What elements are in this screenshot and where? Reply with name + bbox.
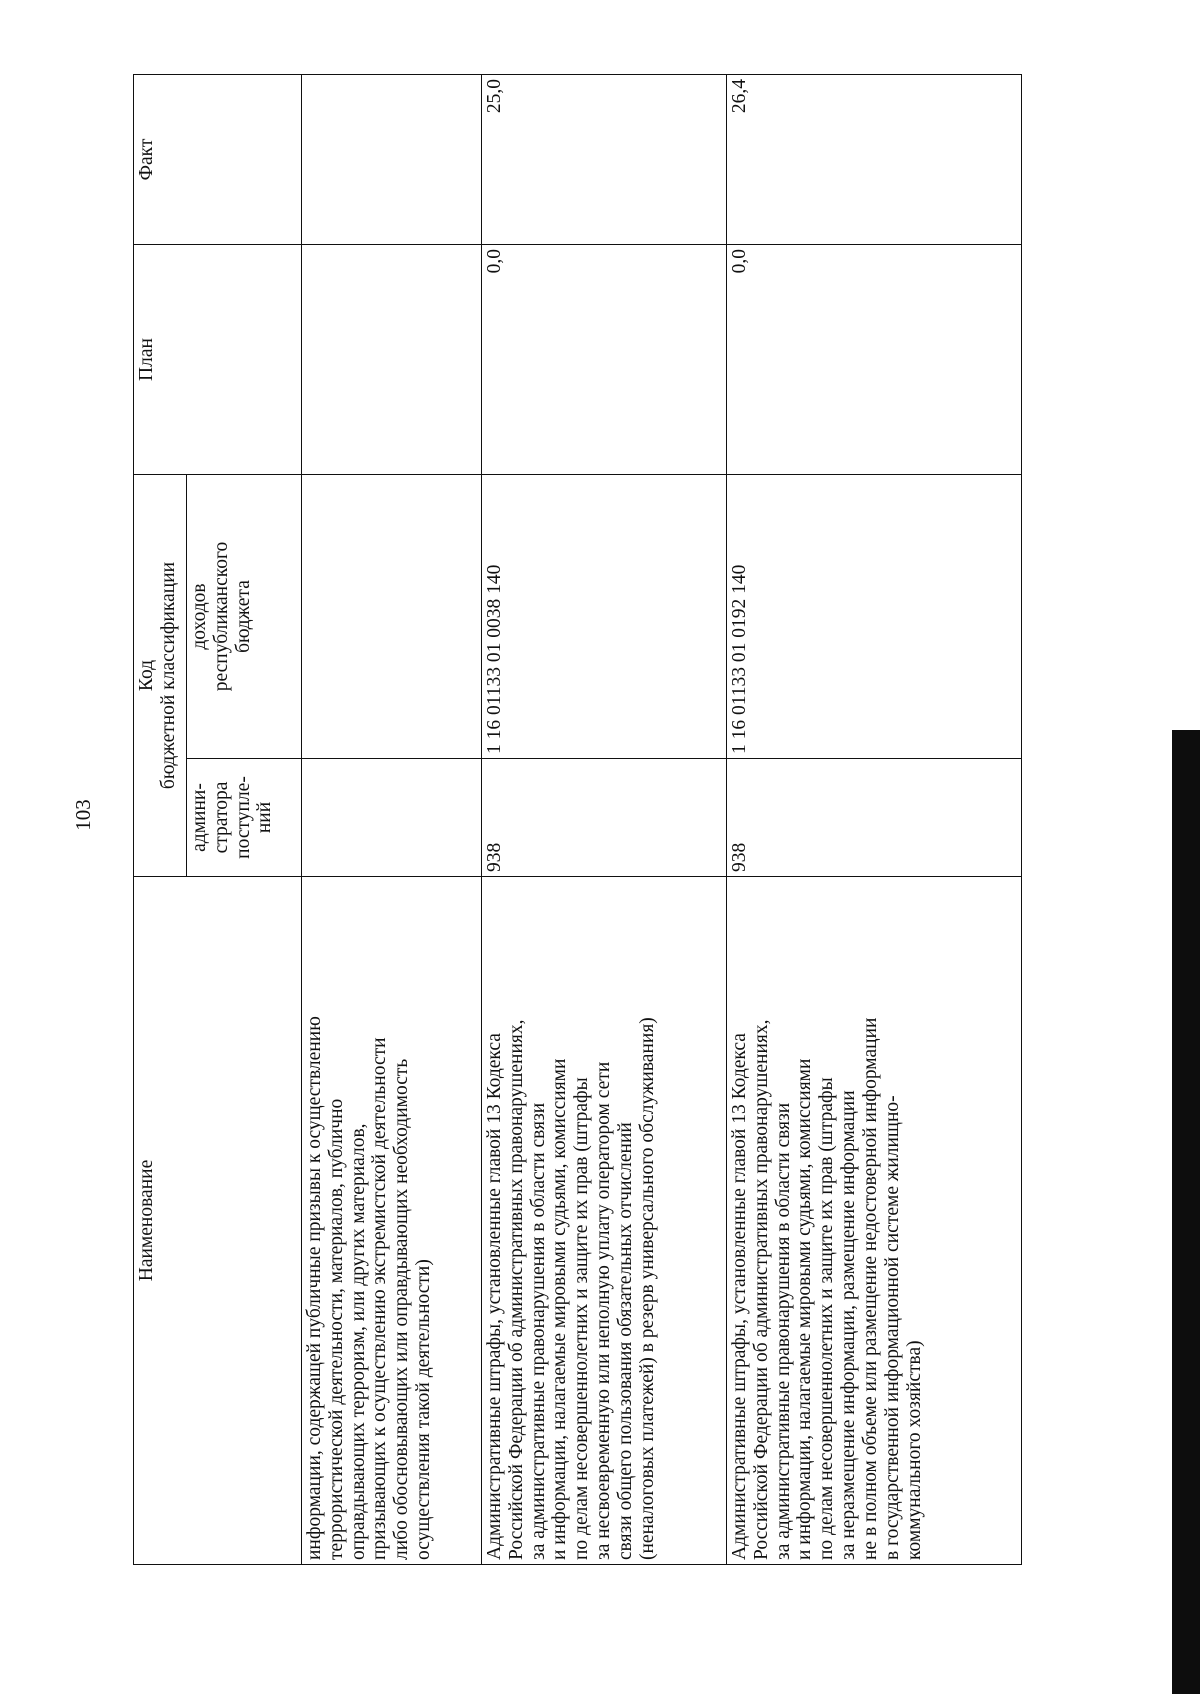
name-line: Административные штрафы, установленные главой 13 Кодекса: [729, 1033, 750, 1560]
header-fact: [134, 74, 302, 244]
name-line: связи общего пользования обязательных отчислений: [614, 1122, 636, 1560]
budget-table-wrapper: [133, 75, 1021, 1565]
row-plan-cell: 0,0: [727, 244, 1022, 474]
name-line: Российской Федерации об административных правонарушениях,: [505, 1019, 527, 1560]
name-line: в государственной информационной системе жилищно-: [881, 1095, 903, 1560]
header-code-line: бюджетной классификации: [157, 561, 179, 790]
name-line: по делам несовершеннолетних и защите их прав (штрафы: [571, 1077, 593, 1560]
name-line: коммунального хозяйства): [903, 1340, 925, 1560]
header-income: [187, 474, 302, 758]
header-fact-label: Факт: [136, 138, 157, 181]
name-line: и информации, налагаемые мировыми судьями, комиссиями: [794, 1058, 816, 1560]
name-line: либо обосновывающих или оправдывающих необходимость: [391, 1058, 413, 1560]
header-admin: [187, 759, 302, 877]
budget-table-rotated: [133, 75, 1021, 1565]
table-row: [302, 74, 482, 1564]
row-code-cell: [302, 474, 482, 758]
row-admin-cell: 938: [727, 759, 1022, 877]
header-plan-label: План: [136, 338, 157, 381]
name-line: за неразмещение информации, размещение информации: [838, 1090, 860, 1560]
row-admin-cell: [302, 759, 482, 877]
header-admin-line: стратора: [210, 781, 232, 854]
header-income-line: республиканского: [210, 541, 232, 692]
row-plan-cell: 0,0: [482, 244, 727, 474]
row-name-cell: [727, 877, 1022, 1565]
header-admin-line: админи-: [189, 783, 210, 852]
name-line: за несвоевременную или неполную уплату оператором сети: [593, 1061, 615, 1560]
name-line: осуществления такой деятельности): [413, 1259, 435, 1560]
header-admin-line: ний: [254, 801, 276, 834]
header-income-line: доходов: [189, 583, 210, 650]
row-name-cell: [482, 877, 727, 1565]
row-code-cell: 1 16 01133 01 0192 140: [727, 474, 1022, 758]
header-code-line: Код: [136, 659, 157, 692]
row-fact-cell: 25,0: [482, 74, 727, 244]
name-line: призывающих к осуществлению экстремистской деятельности: [369, 1037, 391, 1560]
row-code-cell: 1 16 01133 01 0038 140: [482, 474, 727, 758]
name-line: за административные правонарушения в области связи: [527, 1102, 549, 1560]
row-fact-cell: 26,4: [727, 74, 1022, 244]
table-row: [727, 74, 1022, 1564]
row-fact-cell: [302, 74, 482, 244]
header-income-line: бюджета: [232, 580, 254, 653]
header-plan: [134, 244, 302, 474]
row-name-cell: [302, 877, 482, 1565]
header-row-1: [134, 74, 187, 1564]
header-name: [134, 877, 302, 1565]
name-line: по делам несовершеннолетних и защите их прав (штрафы: [816, 1077, 838, 1560]
name-line: за административные правонарушения в области связи: [772, 1102, 794, 1560]
name-line: (неналоговых платежей) в резерв универсального обслуживания): [636, 1017, 658, 1560]
table-row: [482, 74, 727, 1564]
name-line: Российской Федерации об административных правонарушениях,: [750, 1019, 772, 1560]
row-plan-cell: [302, 244, 482, 474]
header-name-label: Наименование: [136, 1159, 157, 1282]
name-line: и информации, налагаемые мировыми судьями, комиссиями: [549, 1058, 571, 1560]
name-line: террористической деятельности, материалов, публично: [325, 1098, 347, 1560]
name-line: не в полном объеме или размещение недостоверной информации: [859, 1017, 881, 1560]
name-line: Административные штрафы, установленные главой 13 Кодекса: [484, 1033, 505, 1560]
page-number: 103: [70, 799, 95, 831]
header-code-group: [134, 474, 187, 876]
scan-edge-bar: [1172, 730, 1200, 1694]
row-admin-cell: 938: [482, 759, 727, 877]
header-admin-line: поступле-: [232, 776, 254, 859]
name-line: информации, содержащей публичные призывы к осуществлению: [304, 1016, 325, 1560]
budget-table: [133, 74, 1022, 1565]
name-line: оправдывающих терроризм, или других материалов,: [347, 1123, 369, 1560]
